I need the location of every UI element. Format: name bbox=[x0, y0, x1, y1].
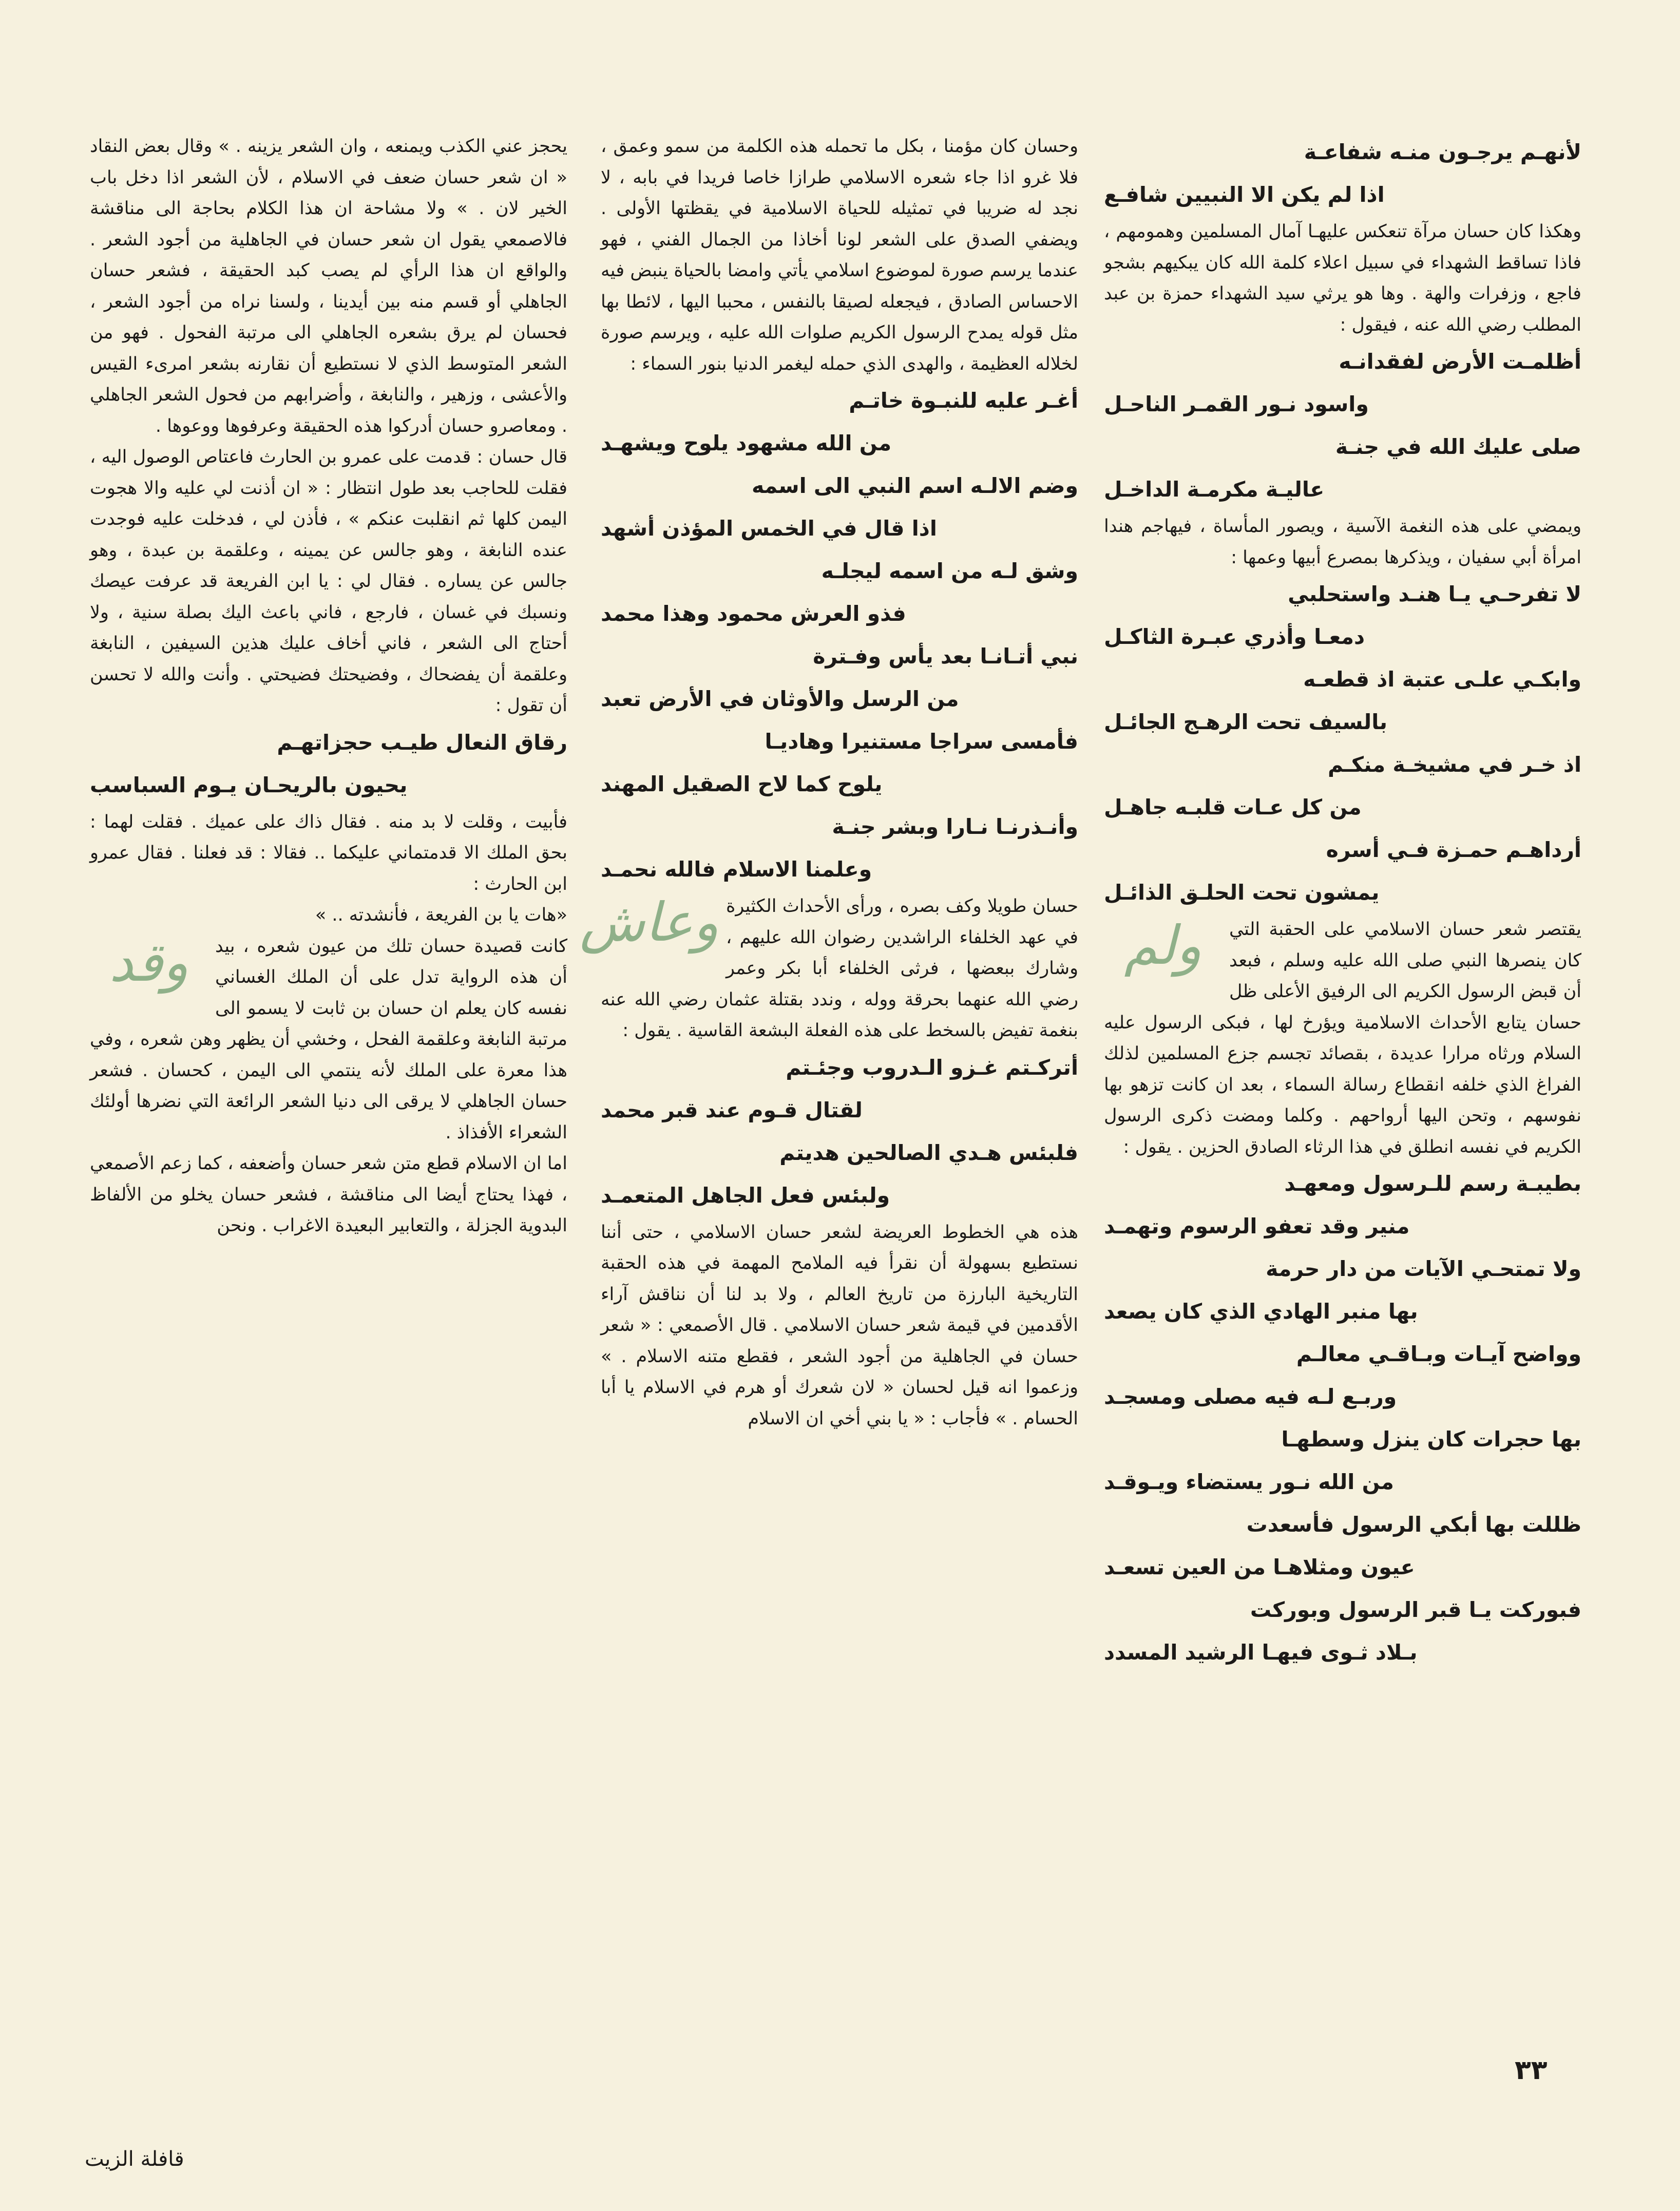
article-paragraph: وهكذا كان حسان مرآة تنعكس عليهـا آمال المسلمين وهمومهم ، فاذا تساقط الشهداء في سبيل اعلاء كلمة الله كان يبكيهم بشجو فاجع ، وزفرات والهة . وها هو يرثي سيد الشهداء حمزة بن عبد المطلب رضي الله عنه ، فيقول : bbox=[1104, 221, 1581, 335]
column-right bbox=[1104, 131, 1581, 2041]
poem-verse-first-half: وواضح آيـات وبـاقـي معالـم bbox=[1296, 1342, 1581, 1366]
poem-verse-second-half: منير وقد تعفو الرسوم وتهمـد bbox=[1104, 1214, 1410, 1238]
poem-verse-first-half: لا تفرحـي يـا هنـد واستحلبي bbox=[1288, 582, 1581, 606]
poem-verse-first-half: بطيبـة رسم للـرسول ومعهـد bbox=[1284, 1171, 1581, 1196]
decorative-initial-word: ولم bbox=[1124, 914, 1202, 977]
article-paragraph: ويمضي على هذه النغمة الآسية ، ويصور المأساة ، فيهاجم هندا امرأة أبي سفيان ، ويذكرها بمصرع أبيها وعمها : bbox=[1104, 516, 1581, 568]
article-paragraph: اما ان الاسلام قطع متن شعر حسان وأضعفه ، كما زعم الأصمعي ، فهذا يحتاج أيضا الى مناقشة ، فشعر حسان يخلو من الألفاظ البدوية الجزلة ، والتعابير البعيدة الاغراب . ونحن bbox=[90, 1153, 567, 1236]
poem-verse-second-half: عيون ومثلاهـا من العين تسعـد bbox=[1104, 1555, 1415, 1579]
poem-verse-first-half: ولا تمتحـي الآيات من دار حرمة bbox=[1266, 1256, 1581, 1281]
article-paragraph: كانت قصيدة حسان تلك من عيون شعره ، بيد أن هذه الرواية تدل على أن الملك الغساني نفسه كان يعلم ان حسان بن ثابت لا يسمو الى مرتبة النابغة وعلقمة الفحل ، وخشي أن يظهر وهن شعره ، وفي هذا معرة على الملك لأنه ينتمي الى اليمن ، كحسان . فشعر حسان الجاهلي لا يرقى الى دنيا الشعر الرائعة التي نضرها أولئك الشعراء الأفذاذ . bbox=[90, 936, 567, 1143]
poem-verse-second-half: يمشون تحت الحلـق الذائـل bbox=[1104, 880, 1380, 905]
poem-verse-first-half: فأمسى سراجا مستنيرا وهاديـا bbox=[765, 729, 1078, 754]
poem-verse-second-half: بالسيف تحت الرهـج الجائـل bbox=[1104, 710, 1387, 734]
dropcap-paragraph bbox=[1104, 914, 1581, 1162]
poem-verse-second-half: وعلمنا الاسلام فالله نحمـد bbox=[601, 857, 872, 882]
dropcap-paragraph bbox=[580, 891, 1078, 1046]
poem-verse-second-half: من كل عـات قلبـه جاهـل bbox=[1104, 795, 1362, 819]
poem-verse-first-half: وابكـي علـى عتبة اذ قطعـه bbox=[1303, 667, 1581, 692]
poem-verse-first-half: أتركـتم غـزو الـدروب وجئـتم bbox=[786, 1055, 1078, 1080]
poem-verse-first-half: نبي أتـانـا بعد يأس وفـترة bbox=[813, 644, 1078, 669]
poem-verse-first-half: رقاق النعال طيـب حجزاتهـم bbox=[277, 730, 567, 755]
page-number: ٣٣ bbox=[1515, 2055, 1548, 2086]
poem-verse-second-half: ولبئس فعل الجاهل المتعمـد bbox=[601, 1183, 890, 1208]
decorative-initial-word: وعاش bbox=[580, 891, 719, 954]
poem-verse-second-half: واسود نـور القمـر الناحـل bbox=[1104, 392, 1369, 416]
poem-verse-first-half: وضم الالـه اسم النبي الى اسمه bbox=[751, 473, 1078, 498]
decorative-initial-word: وقد bbox=[109, 930, 189, 994]
column-left bbox=[90, 131, 567, 2041]
poem-verse-second-half: من الرسل والأوثان في الأرض تعبد bbox=[601, 687, 959, 711]
poem-verse-first-half: فبوركت يـا قبر الرسول وبوركت bbox=[1250, 1597, 1581, 1622]
poem-verse-second-half: يلوح كما لاح الصقيل المهند bbox=[601, 772, 883, 796]
poem-verse-second-half: وربـع لـه فيه مصلى ومسجـد bbox=[1104, 1384, 1397, 1409]
poem-verse-second-half: اذا قال في الخمس المؤذن أشهد bbox=[601, 516, 937, 541]
poem-verse-first-half: أغـر عليه للنبـوة خاتـم bbox=[849, 388, 1078, 413]
poem-verse-first-half: اذ خـر في مشيخـة منكـم bbox=[1328, 752, 1581, 777]
poem-verse-first-half: صلى عليك الله في جنـة bbox=[1335, 434, 1581, 459]
poem-verse-first-half: وشق لـه من اسمه ليجلـه bbox=[821, 559, 1078, 583]
poem-verse-first-half: لأنهـم يرجـون منـه شفاعـة bbox=[1304, 140, 1581, 164]
poem-verse-first-half: ظللت بها أبكي الرسول فأسعدت bbox=[1246, 1512, 1581, 1537]
column-middle bbox=[580, 131, 1078, 2041]
poem-verse-second-half: بها منبر الهادي الذي كان يصعد bbox=[1104, 1299, 1418, 1324]
dropcap-paragraph bbox=[90, 931, 567, 1149]
article-paragraph: يقتصر شعر حسان الاسلامي على الحقبة التي كان ينصرها النبي صلى الله عليه وسلم ، فبعد أن قبض الرسول الكريم الى الرفيق الأعلى ظل حسان يتابع الأحداث الاسلامية ويؤرخ لها ، فبكى الرسول عليه السلام ورثاه مرارا عديدة ، بقصائد تجسم جزع المسلمين لذلك الفراغ الذي خلفه انقطاع رسالة السماء ، بعد ان كانت تزهو بها نفوسهم ، وتحن اليها أرواحهم . وكلما ومضت ذكرى الرسول الكريم في نفسه انطلق في هذا الرثاء الصادق الحزين . يقول : bbox=[1104, 919, 1581, 1157]
article-paragraph: هذه هي الخطوط العريضة لشعر حسان الاسلامي ، حتى أننا نستطيع بسهولة أن نقرأ فيه الملامح المهمة في هذه الحقبة التاريخية البارزة من تاريخ العالم ، ولا بد لنا أن نناقش آراء الأقدمين في قيمة شعر حسان الاسلامي . قال الأصمعي : « شعر حسان في الجاهلية من أجود الشعر ، فقطع متنه الاسلام . » وزعموا انه قيل لحسان « لان شعرك أو هرم في الاسلام يا أبا الحسام . » فأجاب : « يا بني أخي ان الاسلام bbox=[601, 1222, 1078, 1429]
poem-verse-first-half: بها حجرات كان ينزل وسطهـا bbox=[1281, 1427, 1581, 1452]
article-paragraph: وحسان كان مؤمنا ، بكل ما تحمله هذه الكلمة من سمو وعمق ، فلا غرو اذا جاء شعره الاسلامي طرازا خاصا فريدا في بابه ، لا نجد له ضريبا في تمثيله للحياة الاسلامية في يقظتها الأولى . ويضفي الصدق على الشعر لونا أخاذا من الجمال الفني ، فهو عندما يرسم صورة لموضوع اسلامي يأتي وامضا بالحياة ينبض فيه الاحساس الصادق ، فيجعله لصيقا بالنفس ، محببا اليها ، لائطا بها مثل قوله يمدح الرسول الكريم صلوات الله عليه ، ويرسم صورة لخلاله العظيمة ، والهدى الذي حمله ليغمر الدنيا بنور السماء : bbox=[601, 136, 1078, 374]
poem-verse-second-half: من الله نـور يستضاء ويـوقـد bbox=[1104, 1470, 1394, 1494]
article-paragraph: فأبيت ، وقلت لا بد منه . فقال ذاك على عميك . فقلت لهما : بحق الملك الا قدمتماني عليكما .. فقالا : قد فعلنا . فقال عمرو ابن الحارث : bbox=[90, 811, 567, 894]
article-paragraph: يحجز عني الكذب ويمنعه ، وان الشعر يزينه . » وقال بعض النقاد « ان شعر حسان ضعف في الاسلام ، لأن الشعر اذا دخل باب الخير لان . » ولا مشاحة ان هذا الكلام بحاجة الى مناقشة فالاصمعي يقول ان شعر حسان في الجاهلية من أجود الشعر . والواقع ان هذا الرأي لم يصب كبد الحقيقة ، فشعر حسان الجاهلي أو قسم منه بين أيدينا ، ولسنا نراه من أجود الشعر ، فحسان لم يرق بشعره الجاهلي الى مرتبة الفحول . فهو من الشعر المتوسط الذي لا نستطيع أن نقارنه بشعر امرىء القيس والأعشى ، وزهير ، والنابغة ، وأضرابهم من فحول الشعر الجاهلي . ومعاصرو حسان أدركوا هذه الحقيقة وعرفوها ووعوها . bbox=[90, 136, 567, 436]
poem-verse-second-half: فذو العرش محمود وهذا محمد bbox=[601, 601, 906, 626]
poem-verse-first-half: أظلمـت الأرض لفقدانـه bbox=[1339, 349, 1581, 374]
poem-verse-second-half: من الله مشهود يلوح ويشهـد bbox=[601, 431, 892, 455]
poem-verse-second-half: لقتال قـوم عند قبر محمد bbox=[601, 1097, 863, 1122]
article-paragraph: «هات يا بن الفريعة ، فأنشدته .. » bbox=[315, 905, 567, 925]
poem-verse-first-half: وأنـذرنـا نـارا وبشر جنـة bbox=[832, 814, 1078, 839]
poem-verse-first-half: أرداهـم حمـزة فـي أسره bbox=[1326, 837, 1581, 862]
poem-verse-second-half: دمعـا وأذري عبـرة الثاكـل bbox=[1104, 624, 1365, 649]
poem-verse-second-half: بـلاد ثـوى فيهـا الرشيد المسدد bbox=[1104, 1640, 1418, 1665]
article-paragraph: حسان طويلا وكف بصره ، ورأى الأحداث الكثيرة في عهد الخلفاء الراشدين رضوان الله عليهم ، وشارك ببعضها ، فرثى الخلفاء أبا بكر وعمر رضي الله عنهما بحرقة ووله ، وندد بقتلة عثمان رضي الله عنه بنغمة تفيض بالسخط على هذه الفعلة البشعة القاسية . يقول : bbox=[601, 896, 1078, 1041]
poem-verse-second-half: اذا لم يكن الا النبيين شافـع bbox=[1104, 182, 1385, 207]
poem-verse-second-half: عاليـة مكرمـة الداخـل bbox=[1104, 477, 1325, 502]
poem-verse-second-half: يحيون بالريحـان يـوم السباسب bbox=[90, 772, 408, 797]
poem-verse-first-half: فلبئس هـدي الصالحين هديتم bbox=[779, 1140, 1078, 1165]
article-paragraph: قال حسان : قدمت على عمرو بن الحارث فاعتاص الوصول اليه ، فقلت للحاجب بعد طول انتظار : « ان أذنت لي عليه والا هجوت اليمن كلها ثم انقلبت عنكم » ، فأذن لي ، فدخلت عليه فوجدت عنده النابغة ، وهو جالس عن يمينه ، وعلقمة بن عبدة ، وهو جالس عن يساره . فقال لي : يا ابن الفريعة قد عرفت عيصك ونسبك في غسان ، فارجع ، فاني باعث اليك بصلة سنية ، ولا أحتاج الى الشعر ، فاني أخاف عليك هذين السيفين ، النابغة وعلقمة أن يفضحاك ، وفضيحتك فضيحتي . وأنت والله لا تحسن أن تقول : bbox=[90, 447, 567, 716]
magazine-name: قافلة الزيت bbox=[85, 2147, 184, 2171]
